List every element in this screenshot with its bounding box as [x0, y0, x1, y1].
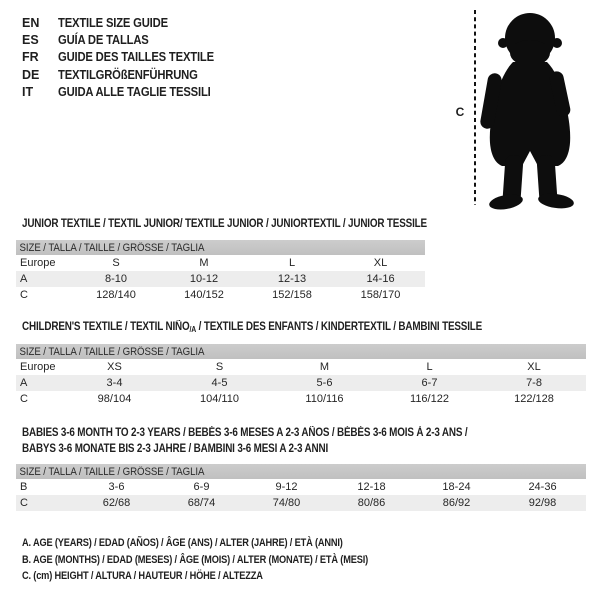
table-cell: 152/158	[272, 289, 312, 301]
section-title-junior: JUNIOR TEXTILE / TEXTIL JUNIOR/ TEXTILE JUNIOR / JUNIORTEXTIL / JUNIOR TESSILE	[22, 218, 427, 230]
note-c: C. (cm) HEIGHT / ALTURA / HAUTEUR / HÖHE / ALTEZZA	[22, 570, 263, 582]
table-cell: 122/128	[514, 393, 554, 405]
language-row-de	[22, 67, 231, 84]
section-title-babies	[22, 425, 467, 457]
table-cell: 24-36	[528, 481, 557, 493]
size-header-cell: SIZE / TALLA / TAILLE / GRÖSSE / TAGLIA	[16, 344, 586, 359]
size-table-children	[16, 344, 586, 407]
section-title-line2: BABYS 3-6 MONATE BIS 2-3 JAHRE / BAMBINI 3-6 MESI A 2-3 ANNI	[22, 443, 329, 455]
language-title-list	[22, 15, 231, 101]
guide-title: GUIDE DES TAILLES TEXTILE	[58, 50, 214, 65]
table-cell: 5-6	[272, 375, 377, 391]
table-cell: 4-5	[167, 375, 272, 391]
table-cell: 110/116	[305, 393, 344, 405]
table-cell: C	[16, 495, 74, 511]
table-cell: A	[16, 271, 72, 287]
table-cell: 8-10	[72, 271, 160, 287]
guide-title: TEXTILGRÖßENFÜHRUNG	[58, 67, 198, 82]
table-cell: S	[215, 361, 224, 373]
size-header-bar	[16, 344, 586, 359]
table-cell: 128/140	[96, 289, 136, 301]
table-row	[16, 391, 586, 407]
table-row	[16, 479, 586, 495]
table-cell: 6-9	[193, 481, 210, 493]
language-code: IT	[22, 84, 34, 99]
table-cell: XS	[107, 361, 122, 373]
size-header-cell: SIZE / TALLA / TAILLE / GRÖSSE / TAGLIA	[16, 464, 586, 479]
table-cell: 68/74	[159, 495, 244, 511]
size-header-cell: SIZE / TALLA / TAILLE / GRÖSSE / TAGLIA	[16, 240, 425, 255]
table-cell: 74/80	[244, 495, 329, 511]
table-cell: S	[112, 257, 120, 269]
table-row	[16, 255, 425, 271]
language-row-en	[22, 15, 231, 32]
table-cell: B	[20, 481, 28, 493]
note-b: B. AGE (MONTHS) / EDAD (MESES) / ÂGE (MOIS) / ALTER (MONATE) / ETÀ (MESI)	[22, 553, 369, 566]
table-cell: L	[288, 257, 296, 269]
guide-title: GUÍA DE TALLAS	[58, 33, 149, 48]
table-cell: 80/86	[329, 495, 414, 511]
size-table-junior	[16, 240, 425, 303]
table-cell: Europe	[20, 257, 56, 269]
language-row-es	[22, 32, 231, 49]
language-row-it	[22, 84, 231, 101]
table-cell: 92/98	[499, 495, 586, 511]
table-cell: 116/122	[410, 393, 449, 405]
table-row	[16, 495, 586, 511]
table-cell: 98/104	[97, 393, 132, 405]
language-code: DE	[22, 67, 40, 82]
section-title-line1: BABIES 3-6 MONTH TO 2-3 YEARS / BEBÉS 3-6 MESES A 2-3 AÑOS / BÉBÉS 3-6 MOIS À 2-3 ANS /	[22, 427, 468, 439]
section-title-text: / TEXTILE DES ENFANTS / KINDERTEXTIL / BAMBINI TESSILE	[196, 321, 483, 333]
section-title-children	[22, 319, 482, 338]
table-cell: 12-13	[248, 271, 336, 287]
guide-title: TEXTILE SIZE GUIDE	[58, 16, 168, 30]
table-cell: C	[20, 393, 28, 405]
table-cell: 9-12	[275, 481, 298, 493]
table-row	[16, 375, 586, 391]
table-cell: 7-8	[482, 375, 586, 391]
table-cell: 158/170	[360, 289, 401, 301]
table-cell: L	[426, 361, 433, 373]
table-cell: 3-6	[108, 481, 125, 493]
height-reference-label: C	[455, 105, 465, 119]
table-cell: 18-24	[442, 481, 471, 493]
guide-title: GUIDA ALLE TAGLIE TESSILI	[58, 84, 211, 99]
size-header-bar	[16, 240, 425, 255]
table-cell: A	[16, 375, 62, 391]
note-a: A. AGE (YEARS) / EDAD (AÑOS) / ÂGE (ANS) / ALTER (JAHRE) / ETÀ (ANNI)	[22, 537, 343, 549]
table-cell: M	[199, 257, 209, 269]
section-title-text: CHILDREN'S TEXTILE / TEXTIL NIÑO	[22, 321, 190, 333]
table-cell: 140/152	[184, 289, 224, 301]
size-table-babies	[16, 464, 586, 511]
table-cell: Europe	[20, 361, 56, 373]
table-cell: 6-7	[377, 375, 482, 391]
table-cell: 62/68	[74, 495, 159, 511]
language-code: EN	[22, 16, 40, 30]
table-cell: XL	[527, 361, 541, 373]
table-cell: 12-18	[357, 481, 386, 493]
table-cell: M	[319, 361, 330, 373]
table-row	[16, 287, 425, 303]
table-cell: 104/110	[200, 393, 239, 405]
table-row	[16, 271, 425, 287]
table-cell: 10-12	[160, 271, 248, 287]
size-header-bar	[16, 464, 586, 479]
language-code: ES	[22, 33, 39, 48]
table-cell: XL	[373, 257, 388, 269]
section-title-subscript: /A	[189, 325, 197, 334]
table-cell: C	[20, 289, 28, 301]
table-cell: 14-16	[336, 271, 425, 287]
table-cell: 86/92	[414, 495, 499, 511]
table-row	[16, 359, 586, 375]
language-row-fr	[22, 49, 231, 66]
legend-notes	[22, 535, 434, 585]
language-code: FR	[22, 50, 39, 65]
table-cell: 3-4	[62, 375, 167, 391]
